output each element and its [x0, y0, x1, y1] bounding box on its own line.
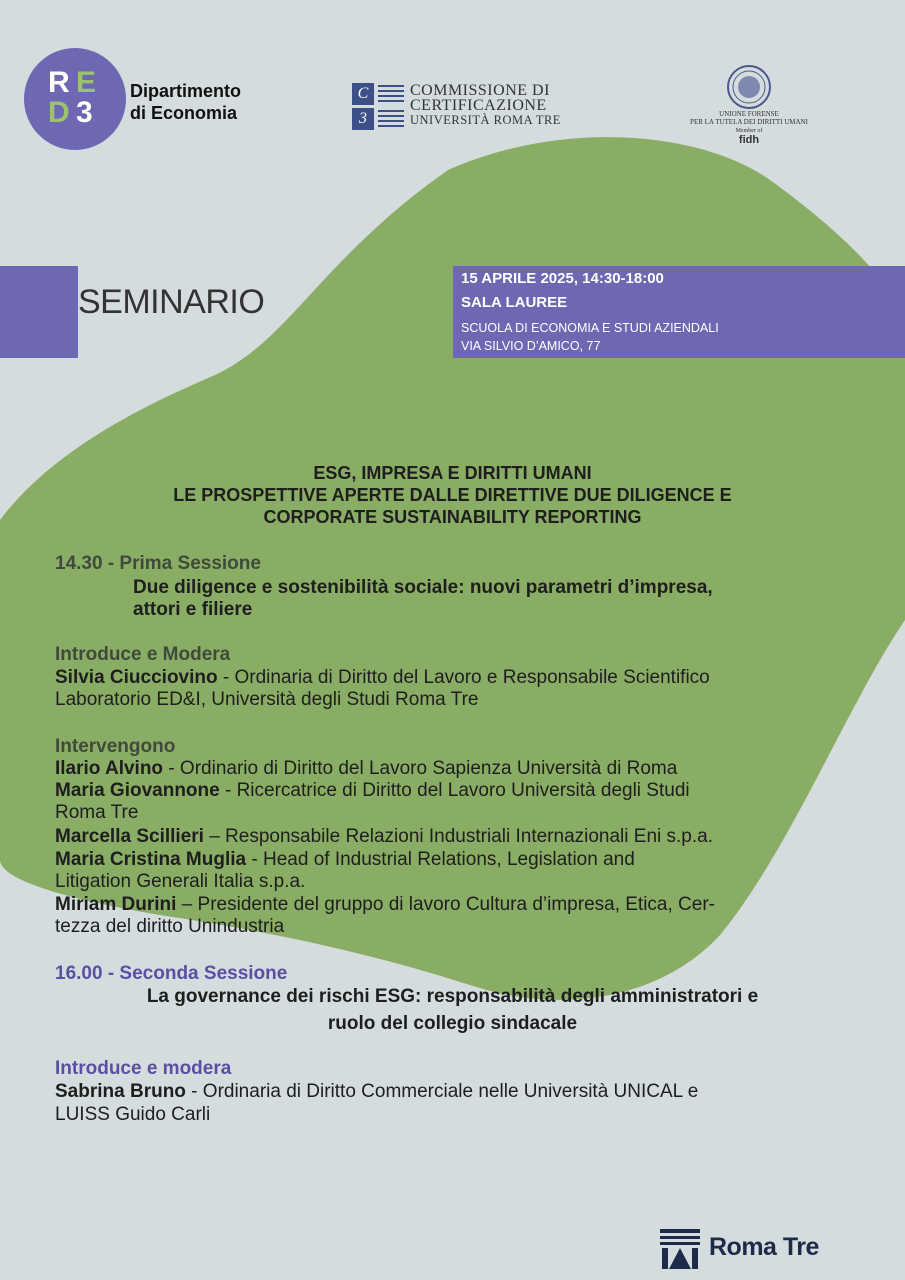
- speaker-role: - Head of Industrial Relations, Legislation and: [246, 849, 635, 870]
- speaker-name: Ilario Alvino: [55, 758, 164, 779]
- department-line2: di Economia: [130, 103, 238, 123]
- session1-topic-line1: Due diligence e sostenibilità sociale: nuovi parametri d’impresa,: [133, 577, 713, 598]
- commissione-line2: CERTIFICAZIONE: [410, 97, 547, 114]
- red3-letter-3: 3: [76, 96, 93, 129]
- seminar-title-line3: CORPORATE SUSTAINABILITY REPORTING: [263, 507, 642, 527]
- session2-moderator-role: - Ordinaria di Diritto Commerciale nelle Università UNICAL e: [185, 1081, 699, 1102]
- session1-moderator-heading: Introduce e Modera: [55, 644, 231, 665]
- speaker-name: Miriam Durini: [55, 894, 177, 915]
- event-school: SCUOLA DI ECONOMIA E STUDI AZIENDALI: [461, 321, 719, 335]
- seminario-title: SEMINARIO: [78, 283, 265, 321]
- unione-forense-line1: UNIONE FORENSE: [719, 110, 779, 118]
- event-date-time: 15 APRILE 2025, 14:30-18:00: [461, 270, 664, 287]
- commissione-logo-3: 3: [352, 108, 374, 130]
- department-line1: Dipartimento: [130, 81, 242, 101]
- session2-moderator-heading: Introduce e modera: [55, 1058, 232, 1079]
- session2-topic-line2: ruolo del collegio sindacale: [327, 1013, 578, 1034]
- speaker-role: – Responsabile Relazioni Industriali Internazionali Eni s.p.a.: [203, 826, 713, 847]
- speaker-role-cont: Roma Tre: [55, 802, 139, 823]
- event-address: VIA SILVIO D’AMICO, 77: [461, 339, 601, 353]
- roma-tre-logo-text: Roma Tre: [709, 1233, 819, 1261]
- red3-letter-e: E: [76, 66, 97, 99]
- session1-moderator-name: Silvia Ciucciovino: [55, 667, 218, 688]
- commissione-logo-c: C: [352, 83, 374, 105]
- speaker-role: – Presidente del gruppo di lavoro Cultura d’impresa, Etica, Cer-: [176, 894, 716, 915]
- session1-topic-line2: attori e filiere: [133, 599, 253, 620]
- speaker-name: Maria Giovannone: [55, 780, 220, 801]
- speaker-row: [55, 780, 690, 802]
- unione-forense-line2: PER LA TUTELA DEI DIRITTI UMANI: [690, 118, 808, 126]
- session2-moderator-role-cont: LUISS Guido Carli: [55, 1104, 211, 1125]
- session1-label: 14.30 - Prima Sessione: [55, 553, 261, 574]
- speaker-row: [55, 758, 677, 780]
- speaker-name: Maria Cristina Muglia: [55, 849, 247, 870]
- seminar-title: [40, 462, 865, 528]
- speaker-role-cont: Litigation Generali Italia s.p.a.: [55, 871, 306, 892]
- session1-moderator: [55, 667, 710, 689]
- seminario-accent-bar: [0, 266, 78, 358]
- session1-speakers-heading: Intervengono: [55, 736, 176, 757]
- event-info-box: [453, 266, 905, 358]
- session2-topic-line1: La governance dei rischi ESG: responsabilità degli amministratori e: [146, 986, 759, 1007]
- commissione-text: [410, 83, 561, 128]
- session2-moderator-name: Sabrina Bruno: [55, 1081, 186, 1102]
- red3-letter-r: R: [48, 66, 70, 99]
- commissione-line3: UNIVERSITÀ ROMA TRE: [410, 113, 561, 127]
- commissione-logo-lines-icon: [378, 83, 404, 129]
- seminar-title-line2: LE PROSPETTIVE APERTE DALLE DIRETTIVE DUE DILIGENCE E: [173, 485, 732, 505]
- red3-logo: [24, 48, 126, 150]
- unione-forense-text: [680, 110, 818, 126]
- session1-moderator-role: - Ordinaria di Diritto del Lavoro e Responsabile Scientifico: [217, 667, 710, 688]
- fidh-member-of: Member of: [735, 128, 763, 134]
- department-name: [130, 80, 241, 124]
- speaker-row: [55, 849, 635, 871]
- fidh-text: fidh: [738, 134, 760, 146]
- roma-tre-logo-icon: [660, 1229, 700, 1269]
- seminar-title-line1: ESG, IMPRESA E DIRITTI UMANI: [313, 463, 592, 483]
- session1-moderator-role-cont: Laboratorio ED&I, Università degli Studi Roma Tre: [55, 689, 479, 710]
- speaker-role-cont: tezza del diritto Unindustria: [55, 916, 285, 937]
- unione-forense-seal-icon: [720, 64, 778, 110]
- speaker-row: [55, 826, 713, 848]
- session2-moderator: [55, 1081, 698, 1103]
- commissione-line1: COMMISSIONE DI: [410, 82, 550, 99]
- event-room: SALA LAUREE: [461, 294, 568, 311]
- speaker-name: Marcella Scillieri: [55, 826, 204, 847]
- speaker-role: - Ricercatrice di Diritto del Lavoro Università degli Studi: [219, 780, 690, 801]
- fidh-logo: [734, 128, 764, 146]
- speaker-row: [55, 894, 715, 916]
- speaker-role: - Ordinario di Diritto del Lavoro Sapienza Università di Roma: [163, 758, 678, 779]
- session2-label: 16.00 - Seconda Sessione: [55, 963, 288, 984]
- red3-letter-d: D: [48, 96, 70, 129]
